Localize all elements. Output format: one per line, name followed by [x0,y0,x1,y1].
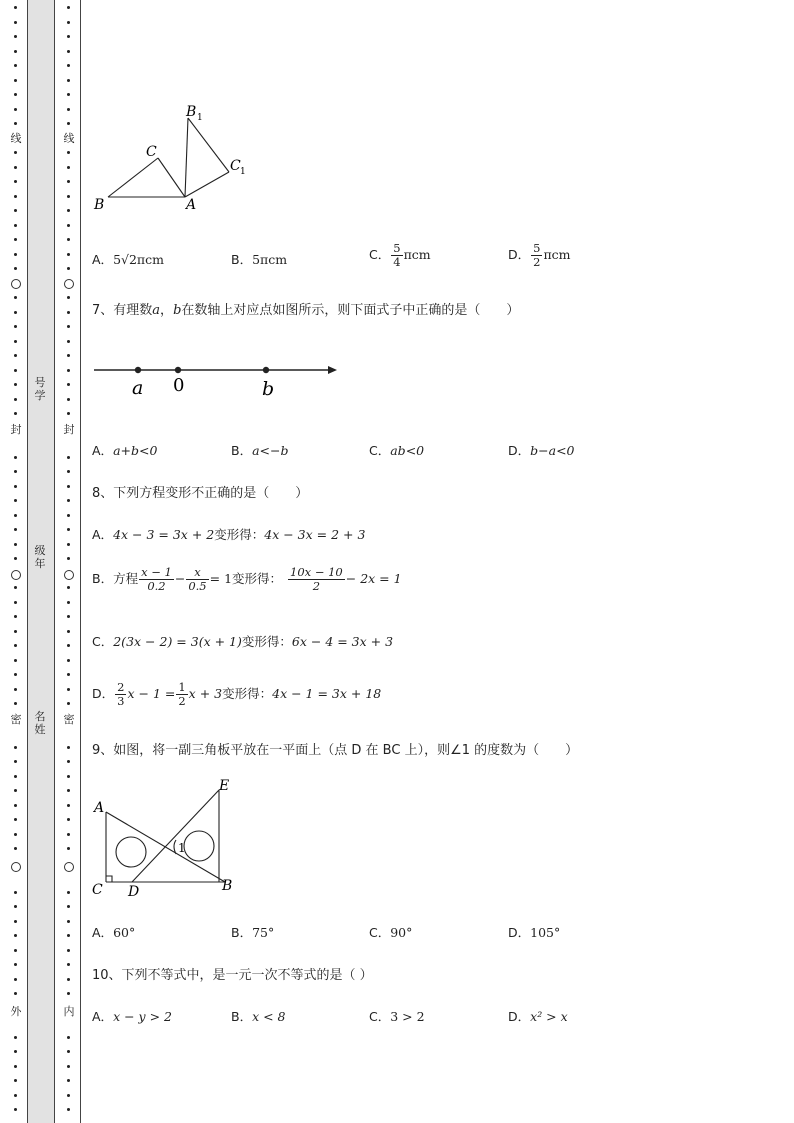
label-C1-sub: 1 [240,167,246,177]
margin-dot [67,499,70,502]
q8-option-a[interactable] [92,525,365,543]
q7-option-c[interactable] [369,441,424,459]
option-letter: A． [92,1009,114,1024]
margin-dot [67,644,70,647]
left-circle-mark [11,862,21,872]
q8-option-c[interactable] [92,632,393,650]
margin-dot [14,543,17,546]
margin-dot [14,847,17,850]
margin-dot [67,804,70,807]
margin-dot [67,514,70,517]
transform-text: 变形得： [222,686,273,701]
option-letter: B． [231,925,253,940]
margin-dot [67,340,70,343]
frac-denominator: 0.5 [188,579,207,593]
frac-numerator: 5 [533,241,541,255]
margin-dot [14,267,17,270]
margin-dot [14,79,17,82]
option-letter: A． [92,443,114,458]
margin-dot [67,543,70,546]
margin-dot [67,456,70,459]
right-dot-column [64,0,74,1123]
margin-dot [67,485,70,488]
var-b: b [173,303,182,318]
stem-text: 7、有理数 [92,303,153,318]
q7-stem [92,299,519,318]
margin-dot [14,224,17,227]
margin-dot [14,122,17,125]
option-text: a+b<0 [113,443,158,458]
margin-dot [67,369,70,372]
label-B: B [94,197,105,213]
margin-dot [14,64,17,67]
margin-dot [67,79,70,82]
option-letter: C． [369,247,391,262]
q6-option-a[interactable] [92,250,164,268]
margin-dot [14,470,17,473]
option-text: 方程 [113,571,139,586]
left-circle-mark [11,279,21,289]
right-mark-nei: 内 [63,1005,75,1018]
margin-dot [67,688,70,691]
transform-text: 变形得： [214,527,265,542]
margin-dot [14,514,17,517]
frac-denominator: 2 [533,255,541,269]
frac-denominator: 2 [312,579,321,593]
frac-numerator: 2 [117,680,125,694]
label-A: A [186,197,197,213]
margin-dot [14,644,17,647]
left-circle-mark [11,570,21,580]
frac-denominator: 2 [178,694,186,708]
stem-text: 在数轴上对应点如图所示，则下面式子中正确的是（ ） [181,303,520,318]
q9-option-b[interactable] [231,923,274,941]
margin-dot [67,122,70,125]
q6-figure [92,100,262,215]
q10-option-d[interactable] [508,1007,568,1025]
option-text: 5πcm [252,252,288,267]
frac-numerator: 10x − 10 [290,565,343,579]
q10-stem: 10、下列不等式中，是一元一次不等式的是（ ） [92,968,373,983]
margin-dot [67,1050,70,1053]
margin-dot [67,354,70,357]
margin-dot [67,21,70,24]
point-b [263,367,269,373]
q10-option-a[interactable] [92,1007,172,1025]
axis-label-b: b [262,378,275,400]
q9-option-a[interactable] [92,923,135,941]
margin-dot [14,340,17,343]
margin-dot [14,992,17,995]
frac-denominator: 4 [393,255,401,269]
label-B: B [222,878,233,894]
margin-dot [67,64,70,67]
option-letter: C． [369,1009,391,1024]
q9-triangle-figure [92,772,252,900]
label-E: E [219,778,230,794]
margin-dot [67,847,70,850]
margin-dot [14,369,17,372]
frac-denominator: 0.2 [147,579,166,593]
option-text: 3 > 2 [390,1009,425,1024]
margin-dot [14,818,17,821]
margin-dot [14,1065,17,1068]
margin-dot [14,963,17,966]
q6-option-b[interactable] [231,250,287,268]
operator: − [174,571,186,586]
name-label: 名姓 [34,710,46,736]
margin-dot [67,311,70,314]
option-text: a<−b [252,443,289,458]
margin-dot [67,934,70,937]
q6-option-d[interactable] [508,242,571,269]
margin-dot [67,586,70,589]
margin-dot [67,702,70,705]
margin-dot [67,601,70,604]
margin-dot [14,354,17,357]
option-text: πcm [543,247,571,262]
margin-dot [14,978,17,981]
equation: x + 3 [188,686,223,701]
margin-dot [14,804,17,807]
margin-dot [14,93,17,96]
margin-dot [67,920,70,923]
margin-dot [67,528,70,531]
option-text: x − y > 2 [113,1009,172,1024]
transform-text: 变形得： [241,634,292,649]
margin-dot [14,920,17,923]
exam-content [92,0,782,1123]
margin-dot [67,659,70,662]
margin-dot [14,1079,17,1082]
margin-dot [67,35,70,38]
margin-dot [14,311,17,314]
margin-dot [67,818,70,821]
q9-option-d[interactable] [508,923,560,941]
margin-dot [14,1050,17,1053]
margin-dot [14,615,17,618]
margin-dot [67,775,70,778]
option-letter: D． [508,1009,531,1024]
margin-dot [14,398,17,401]
left-mark-feng: 封 [10,423,22,436]
margin-dot [14,412,17,415]
margin-dot [14,383,17,386]
binding-right-rule [80,0,81,1123]
margin-dot [67,470,70,473]
margin-dot [14,746,17,749]
margin-dot [14,325,17,328]
q7-option-a[interactable] [92,441,157,459]
option-letter: C． [92,634,114,649]
margin-dot [67,253,70,256]
margin-dot [14,601,17,604]
margin-dot [67,412,70,415]
margin-dot [14,673,17,676]
margin-dot [67,949,70,952]
equation: 4x − 1 = 3x + 18 [272,686,382,701]
option-text: x < 8 [252,1009,286,1024]
right-circle-mark [64,570,74,580]
margin-dot [14,760,17,763]
frac-numerator: 1 [178,680,186,694]
frac-numerator: 5 [393,241,401,255]
option-letter: C． [369,443,391,458]
margin-dot [67,50,70,53]
right-mark-xian: 线 [63,132,75,145]
point-a [135,367,141,373]
right-mark-feng: 封 [63,423,75,436]
margin-dot [67,180,70,183]
margin-dot [67,209,70,212]
margin-dot [67,1079,70,1082]
left-mark-xian: 线 [10,132,22,145]
margin-dot [67,789,70,792]
right-circle-mark [64,279,74,289]
q7-option-b[interactable] [231,441,288,459]
option-letter: D． [92,686,115,701]
margin-dot [14,253,17,256]
margin-dot [14,891,17,894]
label-B1: B [186,104,197,120]
margin-dot [14,180,17,183]
margin-dot [14,50,17,53]
option-letter: B． [231,443,253,458]
margin-dot [14,195,17,198]
margin-dot [67,296,70,299]
margin-dot [14,688,17,691]
margin-dot [67,1108,70,1111]
equation: − 2x = 1 [345,571,402,586]
q10-option-b[interactable] [231,1007,286,1025]
q6-option-c[interactable] [369,242,431,269]
frac-numerator: x [186,566,208,580]
label-A: A [94,800,105,816]
margin-dot [14,35,17,38]
margin-dot [14,499,17,502]
margin-dot [14,775,17,778]
margin-dot [14,238,17,241]
margin-dot [14,630,17,633]
q8-option-d[interactable] [92,681,381,708]
margin-dot [67,108,70,111]
margin-dot [14,905,17,908]
label-B1-sub: 1 [197,113,203,123]
option-letter: A． [92,925,114,940]
margin-dot [67,325,70,328]
left-mark-wai: 外 [10,1005,22,1018]
option-letter: D． [508,925,531,940]
option-letter: B． [231,1009,253,1024]
option-text: ab<0 [390,443,425,458]
q8-stem: 8、下列方程变形不正确的是（ ） [92,486,309,501]
transform-text: 变形得： [232,571,283,586]
margin-dot [14,21,17,24]
q9-option-c[interactable] [369,923,412,941]
margin-dot [14,456,17,459]
option-text: πcm [403,247,431,262]
option-letter: C． [369,925,391,940]
var-a: a [152,303,161,318]
label-D: D [128,884,140,900]
axis-label-zero: 0 [173,375,185,396]
margin-dot [14,934,17,937]
margin-dot [67,93,70,96]
margin-dot [14,6,17,9]
margin-dot [67,978,70,981]
option-letter: D． [508,247,531,262]
margin-dot [14,557,17,560]
option-letter: B． [231,252,253,267]
margin-dot [14,1108,17,1111]
margin-dot [67,615,70,618]
margin-dot [14,702,17,705]
margin-dot [14,949,17,952]
left-mark-mi: 密 [10,713,22,726]
student-id-label: 号学 [34,376,46,402]
margin-dot [67,1094,70,1097]
left-dot-column [11,0,21,1123]
option-text: x² > x [530,1009,568,1024]
margin-dot [67,833,70,836]
right-mark-mi: 密 [63,713,75,726]
margin-dot [67,760,70,763]
option-text: 105° [530,925,561,940]
option-letter: A． [92,252,114,267]
margin-dot [14,528,17,531]
margin-dot [67,992,70,995]
right-circle-mark [64,862,74,872]
margin-dot [67,195,70,198]
option-text: b−a<0 [530,443,575,458]
margin-dot [67,267,70,270]
binding-strip [0,0,82,1123]
margin-dot [67,557,70,560]
margin-dot [14,209,17,212]
frac-denominator: 3 [117,694,125,708]
margin-dot [67,224,70,227]
equation: 4x − 3 = 3x + 2 [113,527,215,542]
frac-numerator: x − 1 [141,565,172,579]
margin-dot [14,151,17,154]
axis-label-a: a [132,377,144,399]
grade-label: 级年 [34,544,46,570]
margin-dot [67,746,70,749]
label-C: C [92,882,103,898]
point-zero [175,367,181,373]
equation: 6x − 4 = 3x + 3 [291,634,394,649]
equation: = 1 [209,571,233,586]
margin-dot [67,166,70,169]
margin-dot [67,6,70,9]
option-text: 60° [113,925,136,940]
margin-dot [67,238,70,241]
option-text: 75° [252,925,275,940]
margin-dot [14,1036,17,1039]
margin-dot [67,383,70,386]
margin-dot [14,166,17,169]
label-C: C [146,144,157,160]
q8-option-b[interactable] [92,566,402,593]
stem-text: ， [160,303,174,318]
margin-dot [14,789,17,792]
margin-dot [14,296,17,299]
margin-dot [67,630,70,633]
angle-1-label: 1 [178,841,186,855]
option-letter: A． [92,527,114,542]
margin-dot [14,485,17,488]
margin-dot [67,398,70,401]
equation: 4x − 3x = 2 + 3 [264,527,366,542]
margin-dot [14,833,17,836]
q7-option-d[interactable] [508,441,575,459]
q10-option-c[interactable] [369,1007,425,1025]
margin-dot [14,1094,17,1097]
option-text: 90° [390,925,413,940]
label-C1: C [230,158,241,174]
number-line [92,355,342,400]
margin-dot [14,659,17,662]
margin-dot [67,1065,70,1068]
equation: x − 1 = [127,686,176,701]
margin-dot [67,673,70,676]
margin-dot [67,891,70,894]
option-letter: D． [508,443,531,458]
equation: 2(3x − 2) = 3(x + 1) [113,634,242,649]
margin-dot [67,151,70,154]
margin-dot [67,905,70,908]
margin-dot [67,1036,70,1039]
option-letter: B． [92,571,114,586]
q9-stem: 9、如图，将一副三角板平放在一平面上（点 D 在 BC 上），则∠1 的度数为（ ） [92,743,579,758]
option-text: 5√2πcm [113,252,165,267]
margin-dot [14,108,17,111]
margin-dot [14,586,17,589]
margin-dot [67,963,70,966]
